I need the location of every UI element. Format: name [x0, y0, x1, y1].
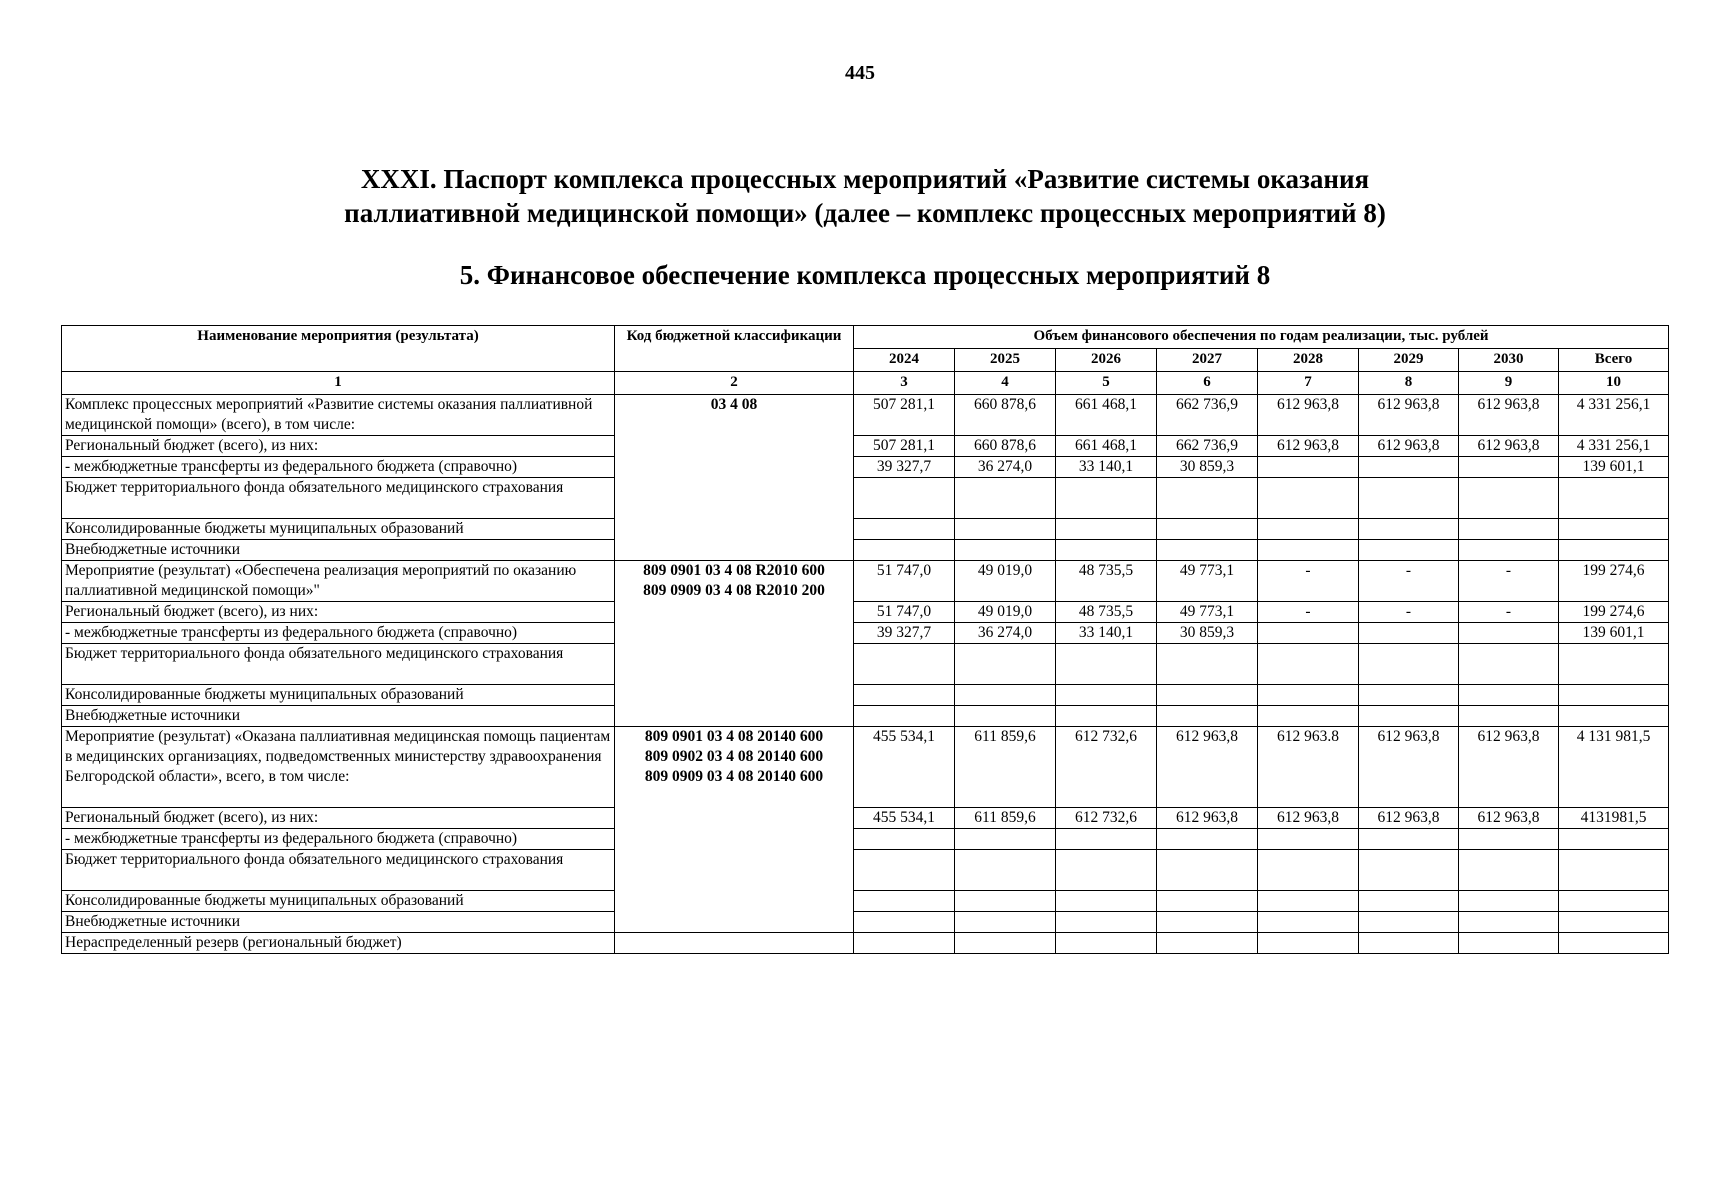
value-cell: [854, 850, 955, 891]
row-name: Консолидированные бюджеты муниципальных образований: [62, 891, 615, 912]
total-cell: [1559, 829, 1669, 850]
budget-code-line: 03 4 08: [710, 396, 758, 413]
row-name: Региональный бюджет (всего), из них:: [62, 602, 615, 623]
value-cell: 612 963,8: [1157, 727, 1258, 808]
value-cell: [1157, 685, 1258, 706]
budget-code-line: 809 0909 03 4 08 R2010 200: [643, 582, 825, 599]
value-cell: 612 963,8: [1157, 808, 1258, 829]
value-cell: [854, 829, 955, 850]
value-cell: [1459, 644, 1559, 685]
table-row: [62, 602, 1669, 623]
value-cell: 33 140,1: [1056, 457, 1157, 478]
value-cell: [854, 519, 955, 540]
value-cell: [955, 706, 1056, 727]
value-cell: 30 859,3: [1157, 457, 1258, 478]
table-body: [62, 395, 1669, 954]
header-year: 2024: [854, 349, 955, 372]
value-cell: 612 963,8: [1258, 808, 1359, 829]
empty-cell: [1559, 933, 1669, 954]
value-cell: [1258, 457, 1359, 478]
value-cell: [1056, 706, 1157, 727]
value-cell: 39 327,7: [854, 623, 955, 644]
total-cell: [1559, 706, 1669, 727]
value-cell: 612 963,8: [1359, 808, 1459, 829]
table-row: [62, 561, 1669, 602]
table-row: [62, 891, 1669, 912]
value-cell: [1157, 850, 1258, 891]
budget-code-line: 809 0909 03 4 08 20140 600: [644, 768, 824, 785]
value-cell: 612 963.8: [1258, 727, 1359, 808]
value-cell: [1359, 457, 1459, 478]
table-row: [62, 395, 1669, 436]
value-cell: [1056, 519, 1157, 540]
table-row: [62, 829, 1669, 850]
budget-code-line: 809 0901 03 4 08 20140 600: [644, 728, 824, 745]
financing-table: [61, 325, 1669, 954]
value-cell: [1258, 519, 1359, 540]
col-number: 10: [1559, 372, 1669, 395]
header-year: 2026: [1056, 349, 1157, 372]
value-cell: 660 878,6: [955, 395, 1056, 436]
value-cell: [1359, 829, 1459, 850]
value-cell: [1056, 540, 1157, 561]
value-cell: 612 963,8: [1459, 727, 1559, 808]
value-cell: [1258, 478, 1359, 519]
value-cell: 455 534,1: [854, 808, 955, 829]
empty-cell: [854, 933, 955, 954]
table-row: [62, 850, 1669, 891]
value-cell: [854, 644, 955, 685]
total-cell: 4 331 256,1: [1559, 436, 1669, 457]
value-cell: [854, 478, 955, 519]
value-cell: [955, 644, 1056, 685]
value-cell: 661 468,1: [1056, 436, 1157, 457]
value-cell: 51 747,0: [854, 602, 955, 623]
value-cell: [955, 891, 1056, 912]
value-cell: 612 963,8: [1459, 436, 1559, 457]
value-cell: 33 140,1: [1056, 623, 1157, 644]
value-cell: [1056, 685, 1157, 706]
table-row: [62, 808, 1669, 829]
table-row: [62, 457, 1669, 478]
col-number: 2: [615, 372, 854, 395]
value-cell: [1056, 850, 1157, 891]
col-number: 7: [1258, 372, 1359, 395]
value-cell: [1459, 912, 1559, 933]
value-cell: [1056, 912, 1157, 933]
empty-cell: [1258, 933, 1359, 954]
budget-code-cell: [615, 727, 854, 933]
value-cell: [1157, 519, 1258, 540]
value-cell: 455 534,1: [854, 727, 955, 808]
value-cell: [1157, 912, 1258, 933]
row-name: Региональный бюджет (всего), из них:: [62, 808, 615, 829]
budget-code-cell: [615, 561, 854, 727]
total-cell: [1559, 891, 1669, 912]
value-cell: 611 859,6: [955, 808, 1056, 829]
value-cell: [1359, 850, 1459, 891]
value-cell: [1359, 912, 1459, 933]
value-cell: [1459, 850, 1559, 891]
value-cell: [1258, 912, 1359, 933]
value-cell: [1359, 891, 1459, 912]
value-cell: [1459, 540, 1559, 561]
row-name: Консолидированные бюджеты муниципальных образований: [62, 519, 615, 540]
total-cell: [1559, 912, 1669, 933]
row-name: Бюджет территориального фонда обязательного медицинского страхования: [62, 644, 615, 685]
col-number: 4: [955, 372, 1056, 395]
value-cell: [955, 478, 1056, 519]
value-cell: 612 963,8: [1258, 436, 1359, 457]
row-name: - межбюджетные трансферты из федерального бюджета (справочно): [62, 623, 615, 644]
value-cell: [1258, 706, 1359, 727]
value-cell: -: [1258, 602, 1359, 623]
value-cell: [1056, 478, 1157, 519]
value-cell: 612 963,8: [1258, 395, 1359, 436]
row-name: - межбюджетные трансферты из федерального бюджета (справочно): [62, 457, 615, 478]
header-year: 2029: [1359, 349, 1459, 372]
empty-cell: [615, 933, 854, 954]
value-cell: [1459, 457, 1559, 478]
header-year: 2025: [955, 349, 1056, 372]
row-name: Внебюджетные источники: [62, 912, 615, 933]
header-year: 2028: [1258, 349, 1359, 372]
table-row: [62, 706, 1669, 727]
header-volume: Объем финансового обеспечения по годам реализации, тыс. рублей: [854, 326, 1669, 349]
budget-code-line: 809 0901 03 4 08 R2010 600: [643, 562, 825, 579]
total-cell: 139 601,1: [1559, 623, 1669, 644]
col-number: 8: [1359, 372, 1459, 395]
value-cell: 612 732,6: [1056, 808, 1157, 829]
table-row-reserve: [62, 933, 1669, 954]
col-number: 3: [854, 372, 955, 395]
table-row: [62, 685, 1669, 706]
value-cell: [1359, 644, 1459, 685]
table-row: [62, 644, 1669, 685]
value-cell: [955, 519, 1056, 540]
value-cell: [955, 829, 1056, 850]
value-cell: [1459, 685, 1559, 706]
value-cell: 660 878,6: [955, 436, 1056, 457]
value-cell: 612 963,8: [1359, 727, 1459, 808]
value-cell: -: [1258, 561, 1359, 602]
page-number: 445: [845, 62, 875, 84]
value-cell: [1459, 519, 1559, 540]
row-name: Бюджет территориального фонда обязательного медицинского страхования: [62, 850, 615, 891]
value-cell: [1258, 623, 1359, 644]
header-code: Код бюджетной классификации: [615, 326, 854, 372]
value-cell: [1056, 644, 1157, 685]
value-cell: [854, 912, 955, 933]
value-cell: [1157, 829, 1258, 850]
value-cell: [1056, 829, 1157, 850]
table-row: [62, 540, 1669, 561]
value-cell: [955, 685, 1056, 706]
table-row: [62, 727, 1669, 808]
value-cell: [1056, 891, 1157, 912]
value-cell: 49 019,0: [955, 602, 1056, 623]
value-cell: [1157, 706, 1258, 727]
value-cell: [1359, 685, 1459, 706]
value-cell: [1359, 623, 1459, 644]
total-cell: [1559, 519, 1669, 540]
value-cell: 661 468,1: [1056, 395, 1157, 436]
value-cell: 507 281,1: [854, 395, 955, 436]
row-name: Региональный бюджет (всего), из них:: [62, 436, 615, 457]
value-cell: [1258, 540, 1359, 561]
value-cell: 662 736,9: [1157, 395, 1258, 436]
row-name: Комплекс процессных мероприятий «Развитие системы оказания паллиативной медицинской помощи» (всего), в том числе:: [62, 395, 615, 436]
value-cell: [955, 850, 1056, 891]
total-cell: [1559, 644, 1669, 685]
value-cell: 30 859,3: [1157, 623, 1258, 644]
section-title: 5. Финансовое обеспечение комплекса процессных мероприятий 8: [459, 260, 1271, 290]
row-name: Внебюджетные источники: [62, 540, 615, 561]
total-cell: [1559, 850, 1669, 891]
value-cell: 507 281,1: [854, 436, 955, 457]
total-cell: 4 131 981,5: [1559, 727, 1669, 808]
value-cell: [1459, 706, 1559, 727]
row-name: Бюджет территориального фонда обязательного медицинского страхования: [62, 478, 615, 519]
value-cell: 612 963,8: [1359, 395, 1459, 436]
page-title: [0, 162, 1720, 230]
value-cell: -: [1359, 561, 1459, 602]
total-cell: 199 274,6: [1559, 602, 1669, 623]
value-cell: [1459, 829, 1559, 850]
header-name: Наименование мероприятия (результата): [62, 326, 615, 372]
row-name: Внебюджетные источники: [62, 706, 615, 727]
value-cell: [1157, 891, 1258, 912]
value-cell: [1359, 540, 1459, 561]
table-row: [62, 519, 1669, 540]
value-cell: 662 736,9: [1157, 436, 1258, 457]
value-cell: 612 963,8: [1459, 395, 1559, 436]
value-cell: [1359, 478, 1459, 519]
empty-cell: [1459, 933, 1559, 954]
row-name: Мероприятие (результат) «Оказана паллиативная медицинская помощь пациентам в медицинских организациях, подведомственных министерству здравоохранения Белгородской области», всего, в том числе:: [62, 727, 615, 808]
value-cell: [1157, 540, 1258, 561]
value-cell: -: [1359, 602, 1459, 623]
total-cell: 139 601,1: [1559, 457, 1669, 478]
value-cell: [1359, 706, 1459, 727]
value-cell: 39 327,7: [854, 457, 955, 478]
value-cell: 49 773,1: [1157, 602, 1258, 623]
value-cell: [854, 891, 955, 912]
row-name: Нераспределенный резерв (региональный бюджет): [62, 933, 615, 954]
value-cell: [1258, 685, 1359, 706]
budget-code-cell: [615, 395, 854, 561]
row-name: - межбюджетные трансферты из федерального бюджета (справочно): [62, 829, 615, 850]
title-line-1: XXXI. Паспорт комплекса процессных мероприятий «Развитие системы оказания: [360, 164, 1370, 194]
header-total: Всего: [1559, 349, 1669, 372]
value-cell: 49 773,1: [1157, 561, 1258, 602]
total-cell: [1559, 540, 1669, 561]
value-cell: 48 735,5: [1056, 602, 1157, 623]
value-cell: [1157, 478, 1258, 519]
value-cell: 612 963,8: [1459, 808, 1559, 829]
header-year: 2027: [1157, 349, 1258, 372]
table-row: [62, 436, 1669, 457]
value-cell: [1459, 891, 1559, 912]
total-cell: 4131981,5: [1559, 808, 1669, 829]
value-cell: 612 732,6: [1056, 727, 1157, 808]
value-cell: [1258, 850, 1359, 891]
value-cell: [1459, 478, 1559, 519]
value-cell: 611 859,6: [955, 727, 1056, 808]
total-cell: 4 331 256,1: [1559, 395, 1669, 436]
table-row: [62, 912, 1669, 933]
col-number: 9: [1459, 372, 1559, 395]
table-row: [62, 623, 1669, 644]
value-cell: -: [1459, 602, 1559, 623]
total-cell: [1559, 685, 1669, 706]
table-row: [62, 478, 1669, 519]
value-cell: 36 274,0: [955, 457, 1056, 478]
empty-cell: [955, 933, 1056, 954]
header-year: 2030: [1459, 349, 1559, 372]
value-cell: [1258, 891, 1359, 912]
row-name: Консолидированные бюджеты муниципальных образований: [62, 685, 615, 706]
value-cell: [854, 540, 955, 561]
value-cell: 612 963,8: [1359, 436, 1459, 457]
value-cell: -: [1459, 561, 1559, 602]
empty-cell: [1056, 933, 1157, 954]
total-cell: 199 274,6: [1559, 561, 1669, 602]
value-cell: [1258, 829, 1359, 850]
col-number: 1: [62, 372, 615, 395]
value-cell: [1459, 623, 1559, 644]
value-cell: 36 274,0: [955, 623, 1056, 644]
value-cell: [1258, 644, 1359, 685]
value-cell: [955, 912, 1056, 933]
value-cell: 48 735,5: [1056, 561, 1157, 602]
total-cell: [1559, 478, 1669, 519]
row-name: Мероприятие (результат) «Обеспечена реализация мероприятий по оказанию паллиативной медицинской помощи»": [62, 561, 615, 602]
col-number: 5: [1056, 372, 1157, 395]
value-cell: [955, 540, 1056, 561]
budget-code-line: 809 0902 03 4 08 20140 600: [644, 748, 824, 765]
value-cell: 51 747,0: [854, 561, 955, 602]
empty-cell: [1157, 933, 1258, 954]
title-line-2: паллиативной медицинской помощи» (далее – комплекс процессных мероприятий 8): [344, 198, 1386, 228]
value-cell: [854, 706, 955, 727]
value-cell: [1157, 644, 1258, 685]
col-number: 6: [1157, 372, 1258, 395]
value-cell: [1359, 519, 1459, 540]
value-cell: [854, 685, 955, 706]
empty-cell: [1359, 933, 1459, 954]
value-cell: 49 019,0: [955, 561, 1056, 602]
